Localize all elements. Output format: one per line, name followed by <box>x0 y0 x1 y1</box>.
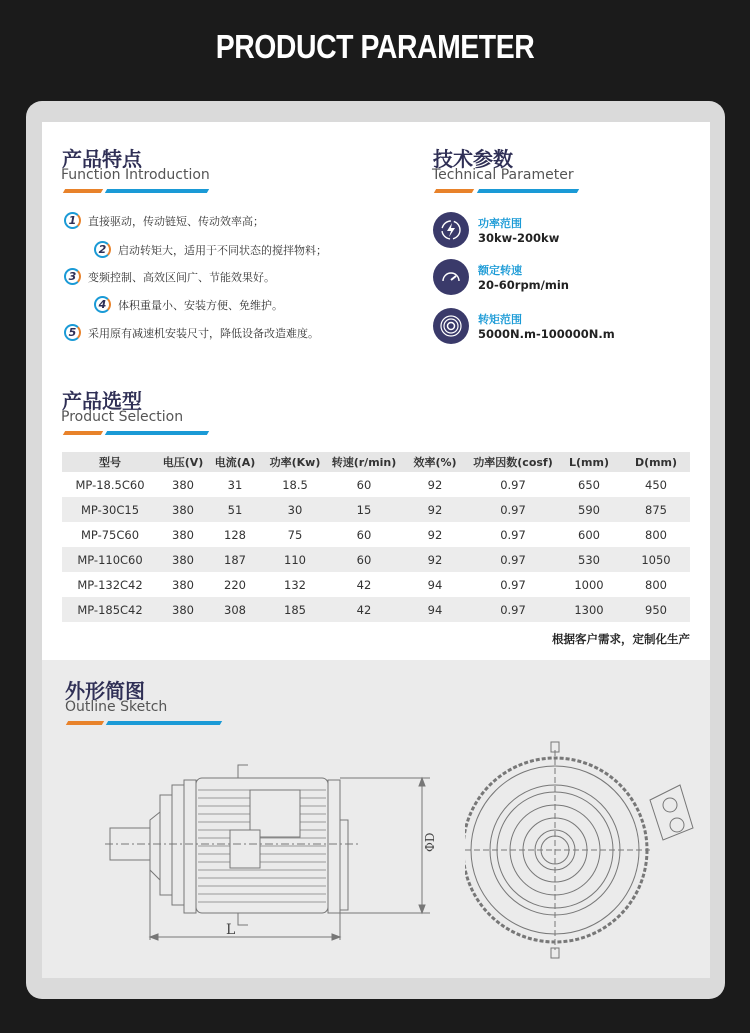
param-label: 功率范围 <box>478 217 522 230</box>
param-label: 额定转速 <box>478 264 522 277</box>
table-cell: 380 <box>172 477 194 492</box>
table-cell: 600 <box>578 527 600 542</box>
accent-bar-orange <box>66 721 104 725</box>
table-cell: 42 <box>328 597 400 622</box>
feature-item <box>94 296 283 313</box>
table-cell: 0.97 <box>470 597 556 622</box>
selection-table <box>62 452 690 622</box>
table-cell: 75 <box>287 527 303 542</box>
feature-item <box>64 212 264 229</box>
table-cell: 380 <box>158 497 208 522</box>
table-cell: 187 <box>208 547 262 572</box>
table-cell: 950 <box>622 597 690 622</box>
column-header: 功率因数(cosf) <box>470 452 556 472</box>
table-cell: 132 <box>284 577 306 592</box>
column-header: D(mm) <box>622 452 690 472</box>
table-cell: 94 <box>400 597 470 622</box>
table-cell: 800 <box>645 527 667 542</box>
column-header: 转速(r/min) <box>328 452 400 472</box>
table-cell: MP-185C42 <box>62 597 158 622</box>
table-cell: 650 <box>578 477 600 492</box>
table-cell: MP-75C60 <box>80 527 140 542</box>
table-cell: 380 <box>158 547 208 572</box>
outline-title-cn: 外形简图 <box>65 679 145 703</box>
outline-title-en: Outline Sketch <box>65 699 168 715</box>
table-cell: 800 <box>645 577 667 592</box>
page-title: PRODUCT PARAMETER <box>215 28 535 65</box>
accent-bar-blue <box>477 189 579 193</box>
selection-title-cn: 产品选型 <box>62 389 142 413</box>
table-cell: 18.5 <box>282 477 308 492</box>
param-label: 转矩范围 <box>478 313 522 326</box>
table-cell: 31 <box>227 477 243 492</box>
table-cell: 0.97 <box>470 547 556 572</box>
table-cell: 60 <box>328 547 400 572</box>
table-cell: 0.97 <box>470 497 556 522</box>
table-cell: 185 <box>262 597 328 622</box>
table-cell: 30 <box>262 497 328 522</box>
feature-item <box>64 268 275 285</box>
speed-gauge-icon <box>433 259 469 295</box>
column-header: 型号 <box>62 452 158 472</box>
torque-icon <box>433 308 469 344</box>
number-badge: 1 <box>64 212 81 229</box>
table-cell: 380 <box>172 527 194 542</box>
accent-bar-orange <box>434 189 474 193</box>
feature-text: 变频控制、高效区间广、节能效果好。 <box>88 270 275 284</box>
table-row <box>62 572 690 597</box>
function-title-en: Function Introduction <box>61 167 210 183</box>
table-cell: 380 <box>172 577 194 592</box>
param-power <box>433 212 559 248</box>
table-cell: 92 <box>427 477 443 492</box>
accent-bar-orange <box>63 189 103 193</box>
table-cell: MP-132C42 <box>77 577 143 592</box>
table-cell: 0.97 <box>500 577 526 592</box>
table-cell: 92 <box>400 547 470 572</box>
table-cell: 94 <box>427 577 443 592</box>
customization-note: 根据客户需求，定制化生产 <box>552 632 690 646</box>
column-header: 功率(Kw) <box>262 452 328 472</box>
dimension-length-label: L <box>226 922 236 938</box>
table-cell: MP-110C60 <box>62 547 158 572</box>
param-value: 5000N.m-100000N.m <box>478 327 615 341</box>
table-cell: MP-30C15 <box>62 497 158 522</box>
number-badge: 5 <box>64 324 81 341</box>
column-header: 电压(V) <box>158 452 208 472</box>
table-cell: 15 <box>328 497 400 522</box>
number-badge: 4 <box>94 296 111 313</box>
motor-front-view-drawing <box>465 740 705 970</box>
table-row <box>62 522 690 547</box>
technical-title-en: Technical Parameter <box>432 167 574 183</box>
feature-text: 采用原有减速机安装尺寸，降低设备改造难度。 <box>88 326 319 340</box>
selection-title-en: Product Selection <box>61 409 184 425</box>
table-cell: 92 <box>427 527 443 542</box>
column-header: L(mm) <box>556 452 622 472</box>
feature-text: 启动转矩大，适用于不同状态的搅拌物料； <box>118 243 327 257</box>
accent-bar-blue <box>106 721 222 725</box>
table-cell: 0.97 <box>500 527 526 542</box>
feature-text: 直接驱动，传动链短、传动效率高； <box>88 214 264 228</box>
dimension-diameter-label: ΦD <box>423 832 437 852</box>
feature-item <box>94 241 327 258</box>
param-torque <box>433 308 615 344</box>
table-row <box>62 597 690 622</box>
table-cell: 42 <box>356 577 372 592</box>
table-cell: 450 <box>645 477 667 492</box>
table-cell: 1000 <box>574 577 604 592</box>
feature-item <box>64 324 319 341</box>
table-cell: 380 <box>158 597 208 622</box>
table-cell: 875 <box>622 497 690 522</box>
table-cell: 1300 <box>556 597 622 622</box>
table-cell: MP-18.5C60 <box>75 477 145 492</box>
feature-text: 体积重量小、安装方便、免维护。 <box>118 298 283 312</box>
function-title-cn: 产品特点 <box>62 147 142 171</box>
power-icon <box>433 212 469 248</box>
param-value: 20-60rpm/min <box>478 278 569 292</box>
table-cell: 92 <box>400 497 470 522</box>
table-cell: 0.97 <box>500 477 526 492</box>
table-cell: 128 <box>224 527 246 542</box>
table-row <box>62 497 690 522</box>
param-speed <box>433 259 569 295</box>
table-cell: 1050 <box>622 547 690 572</box>
accent-bar-blue <box>105 431 209 435</box>
table-cell: 60 <box>356 527 372 542</box>
table-cell: 308 <box>208 597 262 622</box>
table-cell: 51 <box>208 497 262 522</box>
number-badge: 2 <box>94 241 111 258</box>
accent-bar-blue <box>105 189 209 193</box>
technical-title-cn: 技术参数 <box>433 147 513 171</box>
column-header: 电流(A) <box>208 452 262 472</box>
table-cell: 110 <box>262 547 328 572</box>
table-cell: 220 <box>224 577 246 592</box>
table-cell: 590 <box>556 497 622 522</box>
number-badge: 3 <box>64 268 81 285</box>
param-value: 30kw-200kw <box>478 231 560 245</box>
table-header-row <box>62 452 690 472</box>
table-cell: 60 <box>356 477 372 492</box>
column-header: 效率(%) <box>400 452 470 472</box>
table-row <box>62 472 690 497</box>
table-row <box>62 547 690 572</box>
accent-bar-orange <box>63 431 103 435</box>
table-cell: 530 <box>556 547 622 572</box>
